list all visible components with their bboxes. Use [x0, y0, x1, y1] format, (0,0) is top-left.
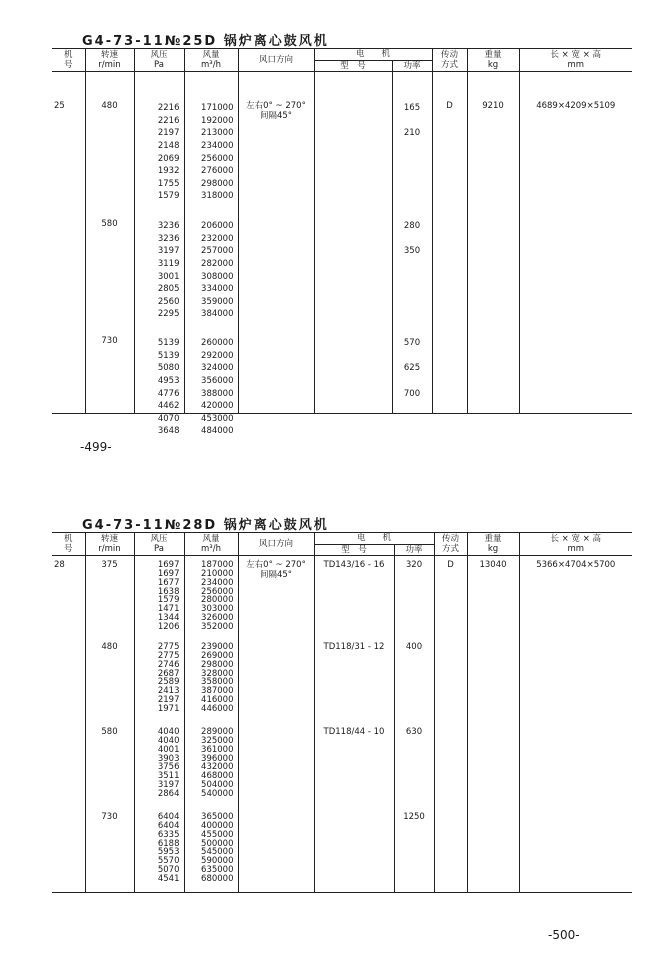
page1-number: -499-: [80, 440, 112, 454]
table-cell-value: 635000: [201, 865, 234, 876]
table-cell-value: 1755: [157, 178, 180, 189]
outlet-direction: 左右0° ~ 270° 间隔45°: [238, 556, 314, 893]
pressure-group: [158, 561, 180, 631]
table-cell-value: 6404: [157, 821, 180, 832]
flow-group: [201, 337, 233, 438]
table-cell-value: 6404: [157, 812, 180, 823]
table-cell-value: 484000: [201, 426, 234, 437]
header-pressure: 风压 Pa: [134, 533, 184, 556]
speed-value: 375: [101, 560, 118, 571]
table-cell-value: 361000: [201, 744, 234, 755]
table-cell-value: 2413: [157, 686, 180, 697]
table-cell-value: 328000: [201, 668, 234, 679]
table-cell-value: 545000: [201, 847, 234, 858]
header-dims: 长 × 宽 × 高 mm: [519, 533, 632, 556]
table-cell-value: 280000: [201, 595, 234, 606]
table-cell-value: [395, 296, 430, 309]
power-group: [395, 220, 430, 321]
table-cell-value: 210000: [201, 569, 234, 580]
table-cell-value: 350: [403, 246, 421, 257]
table-cell-value: [395, 425, 430, 438]
flow-group: [201, 561, 233, 631]
table-cell-value: 298000: [201, 659, 234, 670]
table-cell-value: 5139: [157, 350, 180, 361]
pressure-col: [134, 556, 184, 893]
weight-value: 9210: [467, 72, 519, 414]
table-cell-value: [395, 140, 430, 153]
table-cell-value: 2197: [157, 695, 180, 706]
table-cell-value: 292000: [201, 350, 234, 361]
power-col: [394, 556, 434, 893]
power-value: 1250: [403, 812, 425, 823]
page2-spec-table: [52, 532, 632, 893]
table-cell-value: 2216: [157, 115, 180, 126]
table-cell-value: 680000: [201, 873, 234, 884]
table-cell-value: 6335: [157, 829, 180, 840]
header-motor: 电 机: [314, 49, 432, 61]
speed-col: [85, 556, 134, 893]
header-power: 功率: [394, 544, 434, 556]
table-cell-value: 388000: [201, 388, 234, 399]
pressure-group: [158, 220, 180, 321]
table-cell-value: 2775: [157, 651, 180, 662]
table-cell-value: 504000: [201, 780, 234, 791]
power-group: [395, 102, 430, 203]
flow-col: [184, 72, 238, 437]
table-cell-value: 625: [403, 363, 421, 374]
table-cell-value: 232000: [201, 233, 234, 244]
table-cell-value: [395, 258, 430, 271]
table-cell-value: 1697: [157, 560, 180, 571]
table-cell-value: 416000: [201, 695, 234, 706]
table-cell-value: 1677: [157, 577, 180, 588]
outlet-direction: 左右0° ~ 270° 间隔45°: [238, 72, 314, 414]
table-cell-value: 468000: [201, 771, 234, 782]
table-cell-value: 318000: [201, 191, 234, 202]
table-cell-value: 326000: [201, 613, 234, 624]
table-cell-value: 590000: [201, 856, 234, 867]
table-cell-value: [395, 233, 430, 246]
table-cell-value: 165: [403, 103, 421, 114]
table-cell-value: 1579: [157, 595, 180, 606]
table-cell-value: 3756: [157, 762, 180, 773]
table-cell-value: 359000: [201, 296, 234, 307]
table-cell-value: 700: [403, 388, 421, 399]
table-cell-value: 4001: [157, 744, 180, 755]
table-cell-value: 358000: [201, 677, 234, 688]
table-cell-value: 276000: [201, 166, 234, 177]
speed-value: 730: [101, 336, 118, 347]
table-cell-value: [395, 153, 430, 166]
table-cell-value: 420000: [201, 401, 234, 412]
table-cell-value: 4070: [157, 413, 180, 424]
table-cell-value: 3001: [157, 271, 180, 282]
table-cell-value: 384000: [201, 309, 234, 320]
table-cell-value: [395, 190, 430, 203]
motor-model: TD118/44 - 10: [323, 727, 385, 738]
header-flow: 风量 m³/h: [184, 49, 238, 72]
table-cell-value: [395, 375, 430, 388]
table-cell-value: 4776: [157, 388, 180, 399]
header-no: 机 号: [52, 49, 85, 72]
pressure-group: [158, 813, 180, 883]
table-cell-value: 2069: [157, 153, 180, 164]
header-dims: 长 × 宽 × 高 mm: [519, 49, 632, 72]
header-model: 型 号: [314, 60, 392, 72]
table-cell-value: 213000: [201, 128, 234, 139]
table-cell-value: 206000: [201, 221, 234, 232]
table-cell-value: 234000: [201, 141, 234, 152]
table-cell-value: 234000: [201, 577, 234, 588]
motor-model-col: [314, 72, 392, 414]
speed-value: 580: [101, 727, 118, 738]
fan-no: 25: [52, 72, 85, 414]
table-cell-value: 3119: [157, 259, 180, 270]
table-cell-value: 1932: [157, 166, 180, 177]
table-cell-value: 432000: [201, 762, 234, 773]
table-cell-value: 3197: [157, 780, 180, 791]
table-cell-value: 298000: [201, 178, 234, 189]
power-group: [395, 337, 430, 438]
table-cell-value: 5570: [157, 856, 180, 867]
table-cell-value: 365000: [201, 812, 234, 823]
header-speed: 转速 r/min: [85, 49, 134, 72]
header-speed: 转速 r/min: [85, 533, 134, 556]
flow-col: [184, 556, 238, 893]
header-drive: 传动 方式: [432, 49, 467, 72]
table-cell-value: 2216: [157, 103, 180, 114]
table-cell-value: 1579: [157, 191, 180, 202]
table-cell-value: 257000: [201, 246, 234, 257]
header-motor: 电 机: [314, 533, 434, 545]
table-cell-value: 282000: [201, 259, 234, 270]
table-cell-value: 3903: [157, 753, 180, 764]
table-cell-value: 1697: [157, 569, 180, 580]
power-value: 630: [405, 727, 423, 738]
flow-group: [201, 220, 233, 321]
table-cell-value: 2805: [157, 284, 180, 295]
table-cell-value: 2197: [157, 128, 180, 139]
table-cell-value: 192000: [201, 115, 234, 126]
table-cell-value: 446000: [201, 703, 234, 714]
table-cell-value: 2687: [157, 668, 180, 679]
table-cell-value: 325000: [201, 736, 234, 747]
table-cell-value: 2295: [157, 309, 180, 320]
page1-spec-table: [52, 48, 632, 437]
table-cell-value: 1206: [157, 621, 180, 632]
table-cell-value: 2560: [157, 296, 180, 307]
table-cell-value: 400000: [201, 821, 234, 832]
table-cell-value: 1971: [157, 703, 180, 714]
header-pressure: 风压 Pa: [134, 49, 184, 72]
table-cell-value: 2864: [157, 788, 180, 799]
pressure-group: [158, 102, 180, 203]
table-cell-value: [395, 283, 430, 296]
table-cell-value: 239000: [201, 642, 234, 653]
table-cell-value: 4040: [157, 727, 180, 738]
table-cell-value: [395, 178, 430, 191]
table-cell-value: 2746: [157, 659, 180, 670]
table-cell-value: 2148: [157, 141, 180, 152]
table-cell-value: 3648: [157, 426, 180, 437]
header-power: 功率: [392, 60, 432, 72]
flow-group: [201, 643, 233, 713]
weight-value: 13040: [467, 556, 519, 893]
table-cell-value: 5070: [157, 865, 180, 876]
table-cell-value: 453000: [201, 413, 234, 424]
header-flow: 风量 m³/h: [184, 533, 238, 556]
pressure-group: [158, 337, 180, 438]
table-cell-value: 269000: [201, 651, 234, 662]
table-cell-value: 210: [403, 128, 421, 139]
table-cell-value: 260000: [201, 338, 234, 349]
table-cell-value: 455000: [201, 829, 234, 840]
table-cell-value: 387000: [201, 686, 234, 697]
table-cell-value: [395, 165, 430, 178]
table-cell-value: 5139: [157, 338, 180, 349]
header-outlet: 风口方向: [238, 533, 314, 556]
speed-col: [85, 72, 134, 414]
flow-group: [201, 813, 233, 883]
pressure-group: [158, 643, 180, 713]
table-cell-value: [395, 413, 430, 426]
table-cell-value: [395, 271, 430, 284]
table-cell-value: 352000: [201, 621, 234, 632]
table-cell-value: 3197: [157, 246, 180, 257]
table-cell-value: 540000: [201, 788, 234, 799]
table-cell-value: [395, 115, 430, 128]
table-cell-value: 356000: [201, 376, 234, 387]
power-value: 400: [405, 642, 423, 653]
dimensions-value: 4689×4209×5109: [519, 72, 632, 414]
dimensions-value: 5366×4704×5700: [519, 556, 632, 893]
header-weight: 重量 kg: [467, 533, 519, 556]
table-cell-value: [395, 400, 430, 413]
table-cell-value: 256000: [201, 586, 234, 597]
table-cell-value: 5953: [157, 847, 180, 858]
pressure-col: [134, 72, 184, 437]
table-cell-value: 4541: [157, 873, 180, 884]
table-cell-value: 256000: [201, 153, 234, 164]
table-cell-value: 1638: [157, 586, 180, 597]
table-cell-value: 308000: [201, 271, 234, 282]
power-col: [392, 72, 432, 414]
table-cell-value: 4040: [157, 736, 180, 747]
table-cell-value: [395, 350, 430, 363]
table-cell-value: 4462: [157, 401, 180, 412]
table-cell-value: 2775: [157, 642, 180, 653]
power-value: 320: [405, 560, 423, 571]
page2-title: G4-73-11№28D 锅炉离心鼓风机: [82, 518, 329, 533]
header-weight: 重量 kg: [467, 49, 519, 72]
table-cell-value: 570: [403, 338, 421, 349]
speed-value: 580: [101, 219, 118, 230]
flow-group: [201, 102, 233, 203]
table-cell-value: 3236: [157, 233, 180, 244]
table-cell-value: 500000: [201, 838, 234, 849]
table-cell-value: 1344: [157, 613, 180, 624]
table-cell-value: [395, 308, 430, 321]
header-drive: 传动 方式: [434, 533, 467, 556]
table-cell-value: 303000: [201, 604, 234, 615]
fan-no: 28: [52, 556, 85, 893]
table-cell-value: 5080: [157, 363, 180, 374]
header-model: 型 号: [314, 544, 394, 556]
table-cell-value: 171000: [201, 103, 234, 114]
speed-value: 480: [101, 101, 118, 112]
page1-title: G4-73-11№25D 锅炉离心鼓风机: [82, 34, 329, 49]
table-cell-value: 280: [403, 221, 421, 232]
drive-type: D: [434, 556, 467, 893]
motor-model-col: [314, 556, 394, 893]
table-cell-value: 324000: [201, 363, 234, 374]
table-cell-value: 2589: [157, 677, 180, 688]
table-cell-value: 3236: [157, 221, 180, 232]
header-outlet: 风口方向: [238, 49, 314, 72]
motor-model: TD118/31 - 12: [323, 642, 385, 653]
table-cell-value: 3511: [157, 771, 180, 782]
table-cell-value: 1471: [157, 604, 180, 615]
table-cell-value: 334000: [201, 284, 234, 295]
table-cell-value: 289000: [201, 727, 234, 738]
drive-type: D: [432, 72, 467, 414]
table-cell-value: 4953: [157, 376, 180, 387]
pressure-group: [158, 728, 180, 798]
flow-group: [201, 728, 233, 798]
speed-value: 480: [101, 642, 118, 653]
speed-value: 730: [101, 812, 118, 823]
table-cell-value: 6188: [157, 838, 180, 849]
header-no: 机 号: [52, 533, 85, 556]
motor-model: TD143/16 - 16: [323, 560, 385, 571]
table-cell-value: 187000: [201, 560, 234, 571]
table-cell-value: 396000: [201, 753, 234, 764]
page2-number: -500-: [548, 928, 580, 942]
